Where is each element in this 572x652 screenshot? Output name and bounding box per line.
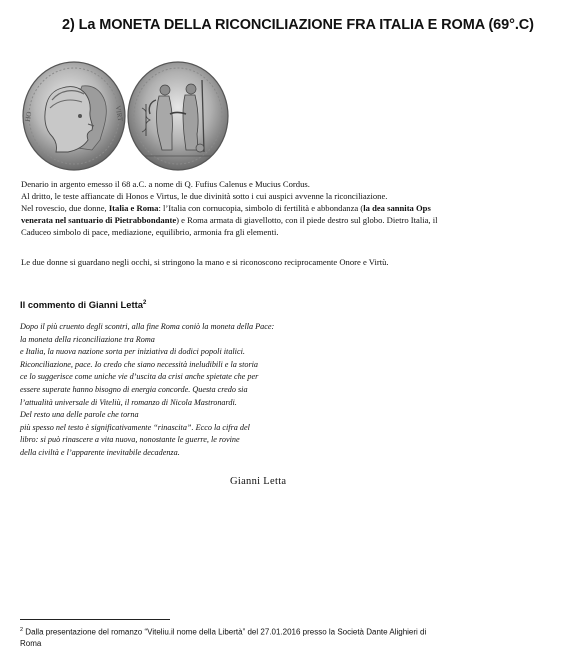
- description-line: [21, 202, 551, 214]
- svg-text:VIRT: VIRT: [113, 104, 125, 123]
- description-text: Nel rovescio, due donne,: [21, 203, 109, 213]
- description-text: : l’Italia con cornucopia, simbolo di fertilità e abbondanza (: [158, 203, 364, 213]
- comment-body: [20, 321, 350, 460]
- footnote-marker: 2: [20, 627, 24, 633]
- description-text: ) e Roma armata di giavellotto, con il piede destro sul globo. Dietro Italia, il: [176, 215, 438, 225]
- description-line: Al dritto, le teste affiancate di Honos e Virtus, le due divinità sotto i cui auspici avvenne la riconciliazione.: [21, 191, 388, 201]
- footnote-separator: [20, 619, 170, 620]
- description-bold-text: Italia e Roma: [108, 203, 159, 213]
- comment-line: della civiltà e l’apparente inevitabile decadenza.: [20, 447, 180, 457]
- comment-line: Del resto una delle parole che torna: [20, 410, 139, 420]
- comment-line: e Italia, la nuova nazione sorta per iniziativa di dodici popoli italici.: [20, 347, 245, 357]
- comment-line: Dopo il più cruento degli scontri, alla fine Roma coniò la moneta della Pace:: [20, 322, 275, 331]
- footnote-line: Roma: [20, 639, 42, 649]
- description-line: Denario in argento emesso il 68 a.C. a nome di Q. Fufius Calenus e Mucius Cordus.: [21, 179, 310, 189]
- author-signature: Gianni Letta: [230, 476, 287, 487]
- description-line: [21, 214, 551, 226]
- comment-line: essere superate hanno bisogno di energia concorde. Questa credo sia: [20, 384, 248, 394]
- comment-line: la moneta della riconciliazione tra Roma: [20, 334, 155, 344]
- footnote: [20, 625, 540, 650]
- comment-heading: [20, 299, 146, 310]
- comment-line: più spesso nel testo è significativamente “rinascita”. Ecco la cifra del: [20, 422, 250, 432]
- coin-reverse: [128, 62, 228, 170]
- comment-line: libro: si può rinascere a vita nuova, nonostante le guerre, le rovine: [20, 435, 240, 445]
- comment-line: ce lo suggerisce come uniche vie d’uscita da crisi anche spietate che per: [20, 372, 259, 382]
- coin-obverse: [23, 62, 125, 170]
- comment-line: Riconciliazione, pace. Io credo che siano necessità ineludibili e la storia: [20, 359, 258, 369]
- description-line: Caduceo simbolo di pace, mediazione, equilibrio, armonia fra gli elementi.: [21, 227, 279, 237]
- description-summary: Le due donne si guardano negli occhi, si stringono la mano e si riconoscono reciprocamente Onore e Virtù.: [21, 257, 389, 267]
- description-bold-text: venerata nel santuario di Pietrabbondante: [21, 215, 177, 225]
- coin-images: [22, 60, 232, 172]
- footnote-text: Dalla presentazione del romanzo “Viteliu.il nome della Libertà” del 27.01.2016 presso la Società Dante Alighieri di: [23, 627, 427, 637]
- coin-description: [21, 178, 551, 238]
- svg-text:HO: HO: [23, 110, 34, 123]
- footnote-line: [20, 625, 540, 638]
- comment-heading-text: Il commento di Gianni Letta: [20, 299, 143, 310]
- footnote-reference[interactable]: 2: [142, 299, 147, 306]
- denarius-coins-illustration: [22, 60, 232, 172]
- description-bold-text: la dea sannita Ops: [363, 203, 431, 213]
- page-title: 2) La MONETA DELLA RICONCILIAZIONE FRA ITALIA E ROMA (69°.C): [62, 17, 534, 33]
- comment-line: l’attualità universale di Viteliù, il romanzo di Nicola Mastronardi.: [20, 397, 237, 407]
